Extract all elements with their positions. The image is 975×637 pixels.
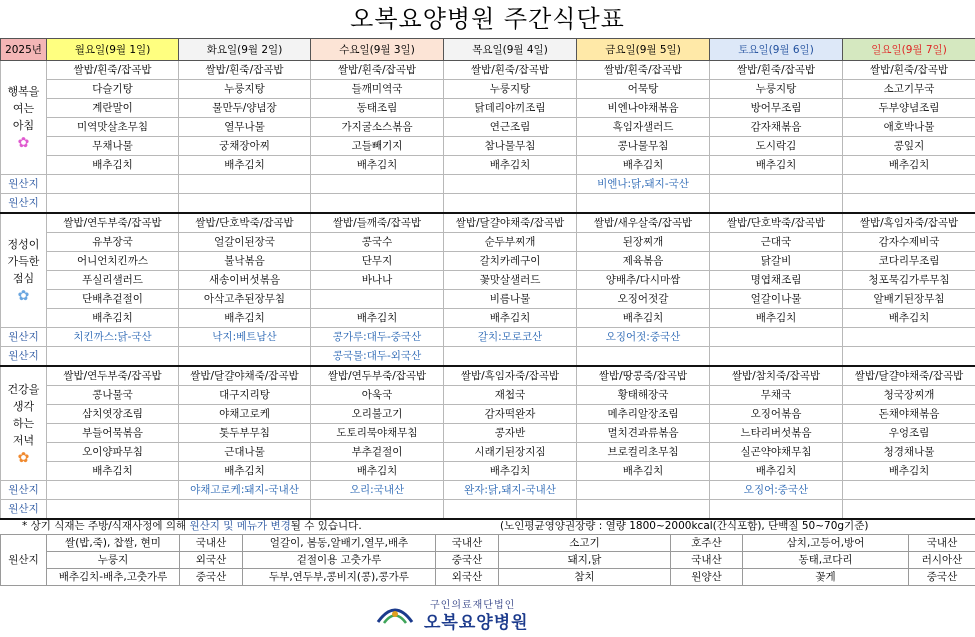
menu-item: 쌀밥/흰죽/잡곡밥 [843, 61, 975, 80]
menu-item: 동태조림 [311, 99, 444, 118]
menu-item: 감자채볶음 [710, 118, 843, 137]
menu-item: 멸치견과류볶음 [577, 424, 710, 443]
meal-row [1, 309, 975, 328]
ingredient-name: 누룽지 [47, 552, 180, 569]
origin-value [47, 347, 179, 367]
ingredient-name: 배추김치-배추,고춧가루 [47, 569, 180, 586]
menu-item: 감자떡완자 [444, 405, 577, 424]
origin-summary-row [1, 569, 975, 586]
notice-highlight: 원산지 및 메뉴가 변경 [189, 520, 291, 532]
notice-text: * 상기 식재는 주방/식재사정에 의해 [22, 520, 190, 532]
menu-item: 근대국 [710, 233, 843, 252]
menu-item: 배추김치 [179, 156, 311, 175]
meal-row [1, 443, 975, 462]
menu-item: 실곤약야채무침 [710, 443, 843, 462]
day-header: 월요일(9월 1일) [47, 39, 179, 61]
meal-row [1, 424, 975, 443]
meal-row [1, 462, 975, 481]
origin-value: 비엔나:닭,돼지-국산 [577, 175, 710, 194]
menu-item: 부들어묵볶음 [47, 424, 179, 443]
origin-value: 콩국물:대두-외국산 [311, 347, 444, 367]
origin-table [0, 534, 975, 586]
ingredient-name: 소고기 [499, 535, 671, 552]
meal-label-line: 점심 [12, 272, 35, 285]
origin-label: 원산지 [1, 194, 47, 214]
menu-item: 물만두/양념장 [179, 99, 311, 118]
menu-item: 비름나물 [444, 290, 577, 309]
origin-label: 원산지 [1, 347, 47, 367]
origin-value [843, 481, 975, 500]
day-header: 화요일(9월 2일) [179, 39, 311, 61]
meal-label-line: 행복을 [7, 85, 40, 98]
menu-item: 꽃맛살샐러드 [444, 271, 577, 290]
day-header: 일요일(9월 7일) [843, 39, 975, 61]
ingredient-origin: 외국산 [436, 569, 499, 586]
menu-item: 단배추겉절이 [47, 290, 179, 309]
menu-item: 재첩국 [444, 386, 577, 405]
origin-value [577, 481, 710, 500]
menu-item: 미역맛살초무침 [47, 118, 179, 137]
origin-value [577, 347, 710, 367]
menu-item: 쌀밥/흰죽/잡곡밥 [311, 61, 444, 80]
menu-item: 오이양파무침 [47, 443, 179, 462]
ingredient-origin: 중국산 [436, 552, 499, 569]
origin-summary-row [1, 552, 975, 569]
origin-value [710, 194, 843, 214]
origin-value [710, 328, 843, 347]
menu-item: 감자수제비국 [843, 233, 975, 252]
menu-item: 콩나물무침 [577, 137, 710, 156]
origin-value [444, 194, 577, 214]
origin-value: 낙지:베트남산 [179, 328, 311, 347]
menu-item: 배추김치 [444, 462, 577, 481]
menu-item: 콩나물국 [47, 386, 179, 405]
menu-item: 콩잎지 [843, 137, 975, 156]
origin-value [444, 175, 577, 194]
menu-item: 배추김치 [444, 156, 577, 175]
ingredient-origin: 국내산 [909, 535, 975, 552]
menu-item: 어묵탕 [577, 80, 710, 99]
origin-row [1, 347, 975, 367]
change-notice [22, 517, 362, 535]
menu-item: 비엔나야채볶음 [577, 99, 710, 118]
origin-value: 야채고로케:돼지-국내산 [179, 481, 311, 500]
menu-item: 도토리묵야채무침 [311, 424, 444, 443]
ingredient-name: 두부,연두부,콩비지(콩),콩가루 [243, 569, 436, 586]
hospital-logo [372, 594, 572, 634]
menu-item: 배추김치 [47, 462, 179, 481]
origin-value: 치킨까스:닭-국산 [47, 328, 179, 347]
meal-label-line: 생각 [12, 399, 35, 413]
menu-item: 애호박나물 [843, 118, 975, 137]
menu-item: 야채고로케 [179, 405, 311, 424]
meal-row [1, 290, 975, 309]
footnote [0, 517, 975, 535]
menu-item: 흑임자샐러드 [577, 118, 710, 137]
menu-item: 배추김치 [710, 462, 843, 481]
menu-item: 쌀밥/참치죽/잡곡밥 [710, 366, 843, 386]
ingredient-name: 쌀(밥,죽), 찹쌀, 현미 [47, 535, 180, 552]
hospital-name: 오복요양병원 [424, 613, 529, 633]
menu-item: 얼갈이된장국 [179, 233, 311, 252]
origin-value [843, 328, 975, 347]
menu-item: 부추겉절이 [311, 443, 444, 462]
menu-item: 제육볶음 [577, 252, 710, 271]
meal-row [1, 156, 975, 175]
origin-value [47, 194, 179, 214]
ingredient-origin: 국내산 [180, 535, 243, 552]
ingredient-origin: 중국산 [180, 569, 243, 586]
menu-item: 순두부찌개 [444, 233, 577, 252]
day-header: 목요일(9월 4일) [444, 39, 577, 61]
origin-summary-row [1, 535, 975, 552]
menu-item: 아삭고추된장무침 [179, 290, 311, 309]
menu-item: 느타리버섯볶음 [710, 424, 843, 443]
menu-item: 배추김치 [47, 156, 179, 175]
menu-item: 톳두부무침 [179, 424, 311, 443]
menu-item: 푸실리샐러드 [47, 271, 179, 290]
menu-item: 누룽지탕 [710, 80, 843, 99]
day-header: 금요일(9월 5일) [577, 39, 710, 61]
origin-label: 원산지 [1, 175, 47, 194]
menu-item: 우엉조림 [843, 424, 975, 443]
origin-row [1, 175, 975, 194]
meal-row [1, 99, 975, 118]
origin-value [179, 347, 311, 367]
weekly-menu-table [0, 38, 975, 520]
meal-row [1, 405, 975, 424]
menu-item: 들깨미역국 [311, 80, 444, 99]
meal-label-line: 건강을 [7, 382, 40, 396]
day-header-row [1, 39, 975, 61]
origin-value [47, 175, 179, 194]
menu-item: 쌀밥/들깨죽/잡곡밥 [311, 213, 444, 233]
meal-label-line: 여는 [12, 102, 35, 115]
origin-value: 오리:국내산 [311, 481, 444, 500]
menu-item: 다슬기탕 [47, 80, 179, 99]
menu-item: 아욱국 [311, 386, 444, 405]
menu-item: 배추김치 [577, 156, 710, 175]
menu-item: 쌀밥/흰죽/잡곡밥 [710, 61, 843, 80]
menu-item: 소고기무국 [843, 80, 975, 99]
menu-item: 배추김치 [47, 309, 179, 328]
origin-value [577, 194, 710, 214]
menu-item: 바나나 [311, 271, 444, 290]
menu-item: 무채나물 [47, 137, 179, 156]
meal-row [1, 386, 975, 405]
menu-item: 배추김치 [311, 462, 444, 481]
menu-item: 콩국수 [311, 233, 444, 252]
menu-item: 얼갈이나물 [710, 290, 843, 309]
menu-item: 배추김치 [843, 309, 975, 328]
menu-item: 쌀밥/단호박죽/잡곡밥 [710, 213, 843, 233]
menu-item: 쌀밥/땅콩죽/잡곡밥 [577, 366, 710, 386]
nutrition-standard: (노인평균영양권장량 : 열량 1800~2000kcal(간식포함), 단백질 50~70g기준) [500, 520, 869, 532]
menu-item: 쌀밥/달걀야채죽/잡곡밥 [843, 366, 975, 386]
origin-row [1, 194, 975, 214]
menu-item: 오징어젓갈 [577, 290, 710, 309]
origin-row [1, 481, 975, 500]
ingredient-origin: 중국산 [909, 569, 975, 586]
origin-value [311, 194, 444, 214]
menu-item: 가지굴소스볶음 [311, 118, 444, 137]
hospital-emblem-icon [372, 596, 418, 630]
menu-item: 쌀밥/단호박죽/잡곡밥 [179, 213, 311, 233]
ingredient-origin: 호주산 [671, 535, 743, 552]
menu-item: 콩자반 [444, 424, 577, 443]
menu-item: 오리불고기 [311, 405, 444, 424]
meal-row [1, 252, 975, 271]
menu-item: 삼치엿장조림 [47, 405, 179, 424]
page-title: 오복요양병원 주간식단표 [350, 5, 625, 33]
day-header: 수요일(9월 3일) [311, 39, 444, 61]
menu-item: 시래기된장지짐 [444, 443, 577, 462]
menu-item: 도시락김 [710, 137, 843, 156]
menu-item: 불낙볶음 [179, 252, 311, 271]
menu-item: 쌀밥/연두부죽/잡곡밥 [47, 366, 179, 386]
notice-suffix: 될 수 있습니다. [290, 520, 362, 532]
menu-item: 닭갈비 [710, 252, 843, 271]
origin-value [179, 175, 311, 194]
blue-flower-icon: ✿ [17, 288, 30, 304]
menu-item: 명엽채조림 [710, 271, 843, 290]
menu-item: 배추김치 [843, 156, 975, 175]
menu-item: 쌀밥/새우살죽/잡곡밥 [577, 213, 710, 233]
menu-item: 배추김치 [710, 309, 843, 328]
meal-label [1, 366, 47, 481]
menu-item: 쌀밥/흰죽/잡곡밥 [577, 61, 710, 80]
menu-item: 닭데리야끼조림 [444, 99, 577, 118]
orange-flower-icon: ✿ [17, 449, 30, 466]
meal-row [1, 80, 975, 99]
menu-item: 돈채야채볶음 [843, 405, 975, 424]
menu-item: 갈치카레구이 [444, 252, 577, 271]
origin-label: 원산지 [1, 328, 47, 347]
menu-item: 대구지리탕 [179, 386, 311, 405]
origin-value [47, 481, 179, 500]
ingredient-name: 얼갈이, 봄동,알배기,열무,배추 [243, 535, 436, 552]
menu-item: 누룽지탕 [179, 80, 311, 99]
menu-item: 메추리알장조림 [577, 405, 710, 424]
meal-label [1, 61, 47, 175]
origin-value: 완자:닭,돼지-국내산 [444, 481, 577, 500]
meal-row [1, 61, 975, 80]
menu-item: 배추김치 [843, 462, 975, 481]
menu-item: 단무지 [311, 252, 444, 271]
menu-item: 청국장찌개 [843, 386, 975, 405]
menu-item: 열무나물 [179, 118, 311, 137]
meal-label-line: 저녁 [12, 433, 35, 447]
ingredient-name: 동태,코다리 [743, 552, 909, 569]
ingredient-origin: 원양산 [671, 569, 743, 586]
menu-item: 쌀밥/달걀야채죽/잡곡밥 [179, 366, 311, 386]
year-cell: 2025년 [1, 39, 47, 61]
origin-value: 오징어:중국산 [710, 481, 843, 500]
menu-item: 오징어볶음 [710, 405, 843, 424]
menu-item: 두부양념조림 [843, 99, 975, 118]
menu-item: 계란말이 [47, 99, 179, 118]
menu-item: 배추김치 [444, 309, 577, 328]
origin-value [843, 194, 975, 214]
menu-item: 쌀밥/연두부죽/잡곡밥 [47, 213, 179, 233]
origin-label: 원산지 [1, 500, 47, 520]
origin-row [1, 328, 975, 347]
meal-label-line: 하는 [12, 416, 35, 430]
menu-item: 궁채장아찌 [179, 137, 311, 156]
menu-item: 쌀밥/흰죽/잡곡밥 [47, 61, 179, 80]
menu-item: 알배기된장무침 [843, 290, 975, 309]
menu-item: 배추김치 [311, 309, 444, 328]
meal-row [1, 233, 975, 252]
menu-item: 쌀밥/흰죽/잡곡밥 [179, 61, 311, 80]
ingredient-name: 꽃게 [743, 569, 909, 586]
ingredient-name: 삼치,고등어,방어 [743, 535, 909, 552]
ingredient-name: 겉절이용 고춧가루 [243, 552, 436, 569]
pink-flower-icon: ✿ [17, 135, 30, 151]
menu-item: 배추김치 [577, 309, 710, 328]
menu-item: 쌀밥/달걀야채죽/잡곡밥 [444, 213, 577, 233]
menu-item: 황태해장국 [577, 386, 710, 405]
ingredient-origin: 러시아산 [909, 552, 975, 569]
menu-item: 연근조림 [444, 118, 577, 137]
menu-item: 청포묵김가루무침 [843, 271, 975, 290]
menu-item: 배추김치 [179, 309, 311, 328]
ingredient-origin: 국내산 [671, 552, 743, 569]
meal-row [1, 213, 975, 233]
menu-item: 배추김치 [179, 462, 311, 481]
menu-item: 쌀밥/연두부죽/잡곡밥 [311, 366, 444, 386]
origin-value: 갈치:모로코산 [444, 328, 577, 347]
menu-item [311, 290, 444, 309]
origin-value [710, 347, 843, 367]
menu-item: 코다리무조림 [843, 252, 975, 271]
ingredient-origin: 외국산 [180, 552, 243, 569]
meal-row [1, 118, 975, 137]
menu-item: 유부장국 [47, 233, 179, 252]
foundation-name: 구인의료재단법인 [430, 600, 516, 611]
origin-value [311, 175, 444, 194]
menu-item: 무채국 [710, 386, 843, 405]
meal-label-line: 가득한 [7, 255, 40, 268]
menu-item: 새송이버섯볶음 [179, 271, 311, 290]
day-header: 토요일(9월 6일) [710, 39, 843, 61]
menu-item: 배추김치 [311, 156, 444, 175]
origin-value: 콩가루:대두-중국산 [311, 328, 444, 347]
menu-item: 쌀밥/흰죽/잡곡밥 [444, 61, 577, 80]
meal-row [1, 271, 975, 290]
menu-item: 배추김치 [577, 462, 710, 481]
meal-label-line: 정성이 [7, 238, 40, 251]
menu-item: 청경채나물 [843, 443, 975, 462]
origin-value: 오징어젓:중국산 [577, 328, 710, 347]
menu-item: 양배추/다시마쌈 [577, 271, 710, 290]
menu-item: 누룽지탕 [444, 80, 577, 99]
origin-value [843, 347, 975, 367]
ingredient-origin: 국내산 [436, 535, 499, 552]
origin-label: 원산지 [1, 481, 47, 500]
origin-value [179, 194, 311, 214]
meal-label-line: 아침 [12, 119, 35, 132]
meal-row [1, 366, 975, 386]
menu-item: 브로컬리초무침 [577, 443, 710, 462]
menu-item: 쌀밥/흑임자죽/잡곡밥 [843, 213, 975, 233]
ingredient-name: 돼지,닭 [499, 552, 671, 569]
origin-summary-label: 원산지 [1, 535, 47, 586]
menu-item: 근대나물 [179, 443, 311, 462]
origin-value [444, 347, 577, 367]
menu-item: 방어무조림 [710, 99, 843, 118]
ingredient-name: 참치 [499, 569, 671, 586]
menu-item: 고들빼기지 [311, 137, 444, 156]
menu-item: 배추김치 [710, 156, 843, 175]
menu-item: 쌀밥/흑임자죽/잡곡밥 [444, 366, 577, 386]
menu-item: 참나물무침 [444, 137, 577, 156]
meal-label [1, 213, 47, 328]
menu-item: 된장찌개 [577, 233, 710, 252]
origin-value [843, 175, 975, 194]
meal-row [1, 137, 975, 156]
origin-value [710, 175, 843, 194]
menu-item: 어니언치킨까스 [47, 252, 179, 271]
